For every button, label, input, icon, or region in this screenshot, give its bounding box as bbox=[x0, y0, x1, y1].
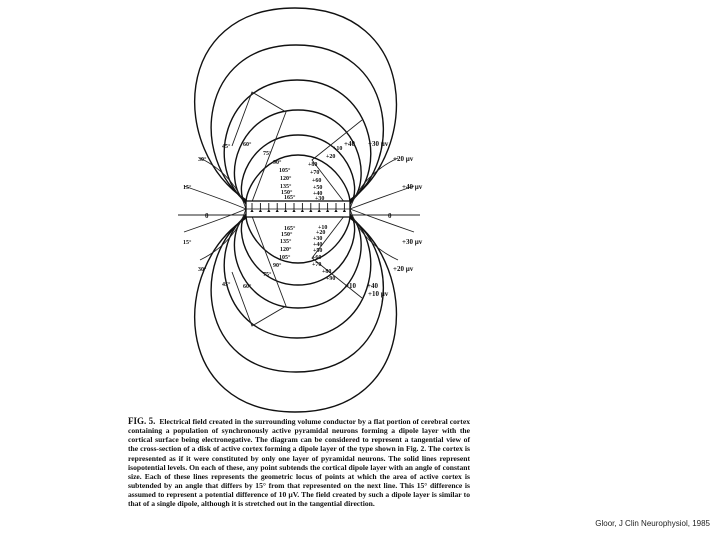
potential-label: +10 bbox=[318, 225, 328, 231]
potential-label: +30 bbox=[313, 236, 323, 242]
angle-label: 90° bbox=[273, 263, 282, 269]
angle-label: 165° bbox=[284, 226, 296, 232]
angle-label: 150° bbox=[281, 190, 293, 196]
potential-label: 0 bbox=[205, 212, 209, 220]
cortical-dipole-layer bbox=[246, 201, 350, 217]
potential-label: +40 bbox=[367, 282, 378, 290]
angle-label: 60° bbox=[243, 142, 252, 148]
potential-label: +30 µv bbox=[368, 140, 389, 148]
angle-label: 135° bbox=[280, 239, 292, 245]
potential-label: +60 bbox=[312, 255, 322, 261]
potential-label: +80 bbox=[308, 162, 318, 168]
angle-label: 45° bbox=[222, 144, 231, 150]
potential-label: +20 µv bbox=[393, 155, 414, 163]
potential-label: +20 µv bbox=[393, 265, 414, 273]
angle-label: 30° bbox=[198, 267, 207, 273]
angle-label: 120° bbox=[280, 247, 292, 253]
angle-label: 15° bbox=[183, 240, 192, 246]
angle-label: 165° bbox=[284, 195, 296, 201]
potential-label: +20 bbox=[316, 230, 326, 236]
angle-label: 75° bbox=[263, 151, 272, 157]
potential-label: +40 bbox=[313, 191, 323, 197]
citation: Gloor, J Clin Neurophysiol, 1985 bbox=[595, 519, 710, 528]
potential-label: +40 bbox=[344, 140, 355, 148]
potential-label: +50 bbox=[313, 185, 323, 191]
angle-label: 135° bbox=[280, 184, 292, 190]
potential-label: +30 bbox=[315, 196, 325, 202]
potential-label: +80 bbox=[322, 269, 332, 275]
angle-label: 75° bbox=[263, 272, 272, 278]
angle-label: 15° bbox=[183, 185, 192, 191]
angle-label: 90° bbox=[273, 160, 282, 166]
potential-label: +40 µv bbox=[402, 183, 423, 191]
figure-caption bbox=[128, 417, 470, 509]
potential-label: +10 bbox=[333, 146, 343, 152]
potential-label: +10 bbox=[345, 282, 356, 290]
angle-label: 30° bbox=[198, 157, 207, 163]
angle-label: 60° bbox=[243, 284, 252, 290]
caption-text: Electrical field created in the surrounding volume conductor by a flat portion of cerebral cortex containing a population of synchronously active pyramidal neurons forming a dipole layer with the cortical surface being electronegative. The diagram can be considered to represent a tangential view of the cross-section of a disk of active cortex forming a dipole layer of the type shown in Fig. 2. The cortex is represented as if it were constituted by only one layer of pyramidal neurons. The solid lines represent isopotential levels. On each of these, any point subtends the cortical dipole layer with an angle of constant size. Each of these lines represents the geometric locus of points at which the area of active cortex is subtended by an angle that differs by 15° from that represented on the next line. This 15° difference is assumed to represent a potential difference of 10 µV. The field created by such a dipole layer is similar to that of a single dipole, although it is stretched out in the tangential direction. bbox=[128, 417, 470, 509]
potential-label: +70 bbox=[310, 170, 320, 176]
figure-label: FIG. 5. bbox=[128, 416, 156, 426]
angle-label: 45° bbox=[222, 282, 231, 288]
angle-label: 105° bbox=[279, 255, 291, 261]
potential-label: +90 bbox=[326, 276, 336, 282]
potential-label: 0 bbox=[388, 212, 392, 220]
potential-label: +30 µv bbox=[402, 238, 423, 246]
angle-label: 120° bbox=[280, 176, 292, 182]
angle-label: 105° bbox=[279, 168, 291, 174]
potential-label: +60 bbox=[312, 178, 322, 184]
potential-label: +70 bbox=[312, 262, 322, 268]
angle-label: 150° bbox=[281, 232, 293, 238]
potential-label: +20 bbox=[326, 154, 336, 160]
potential-label: +50 bbox=[313, 248, 323, 254]
potential-label: +10 µv bbox=[368, 290, 389, 298]
potential-label: +40 bbox=[313, 242, 323, 248]
